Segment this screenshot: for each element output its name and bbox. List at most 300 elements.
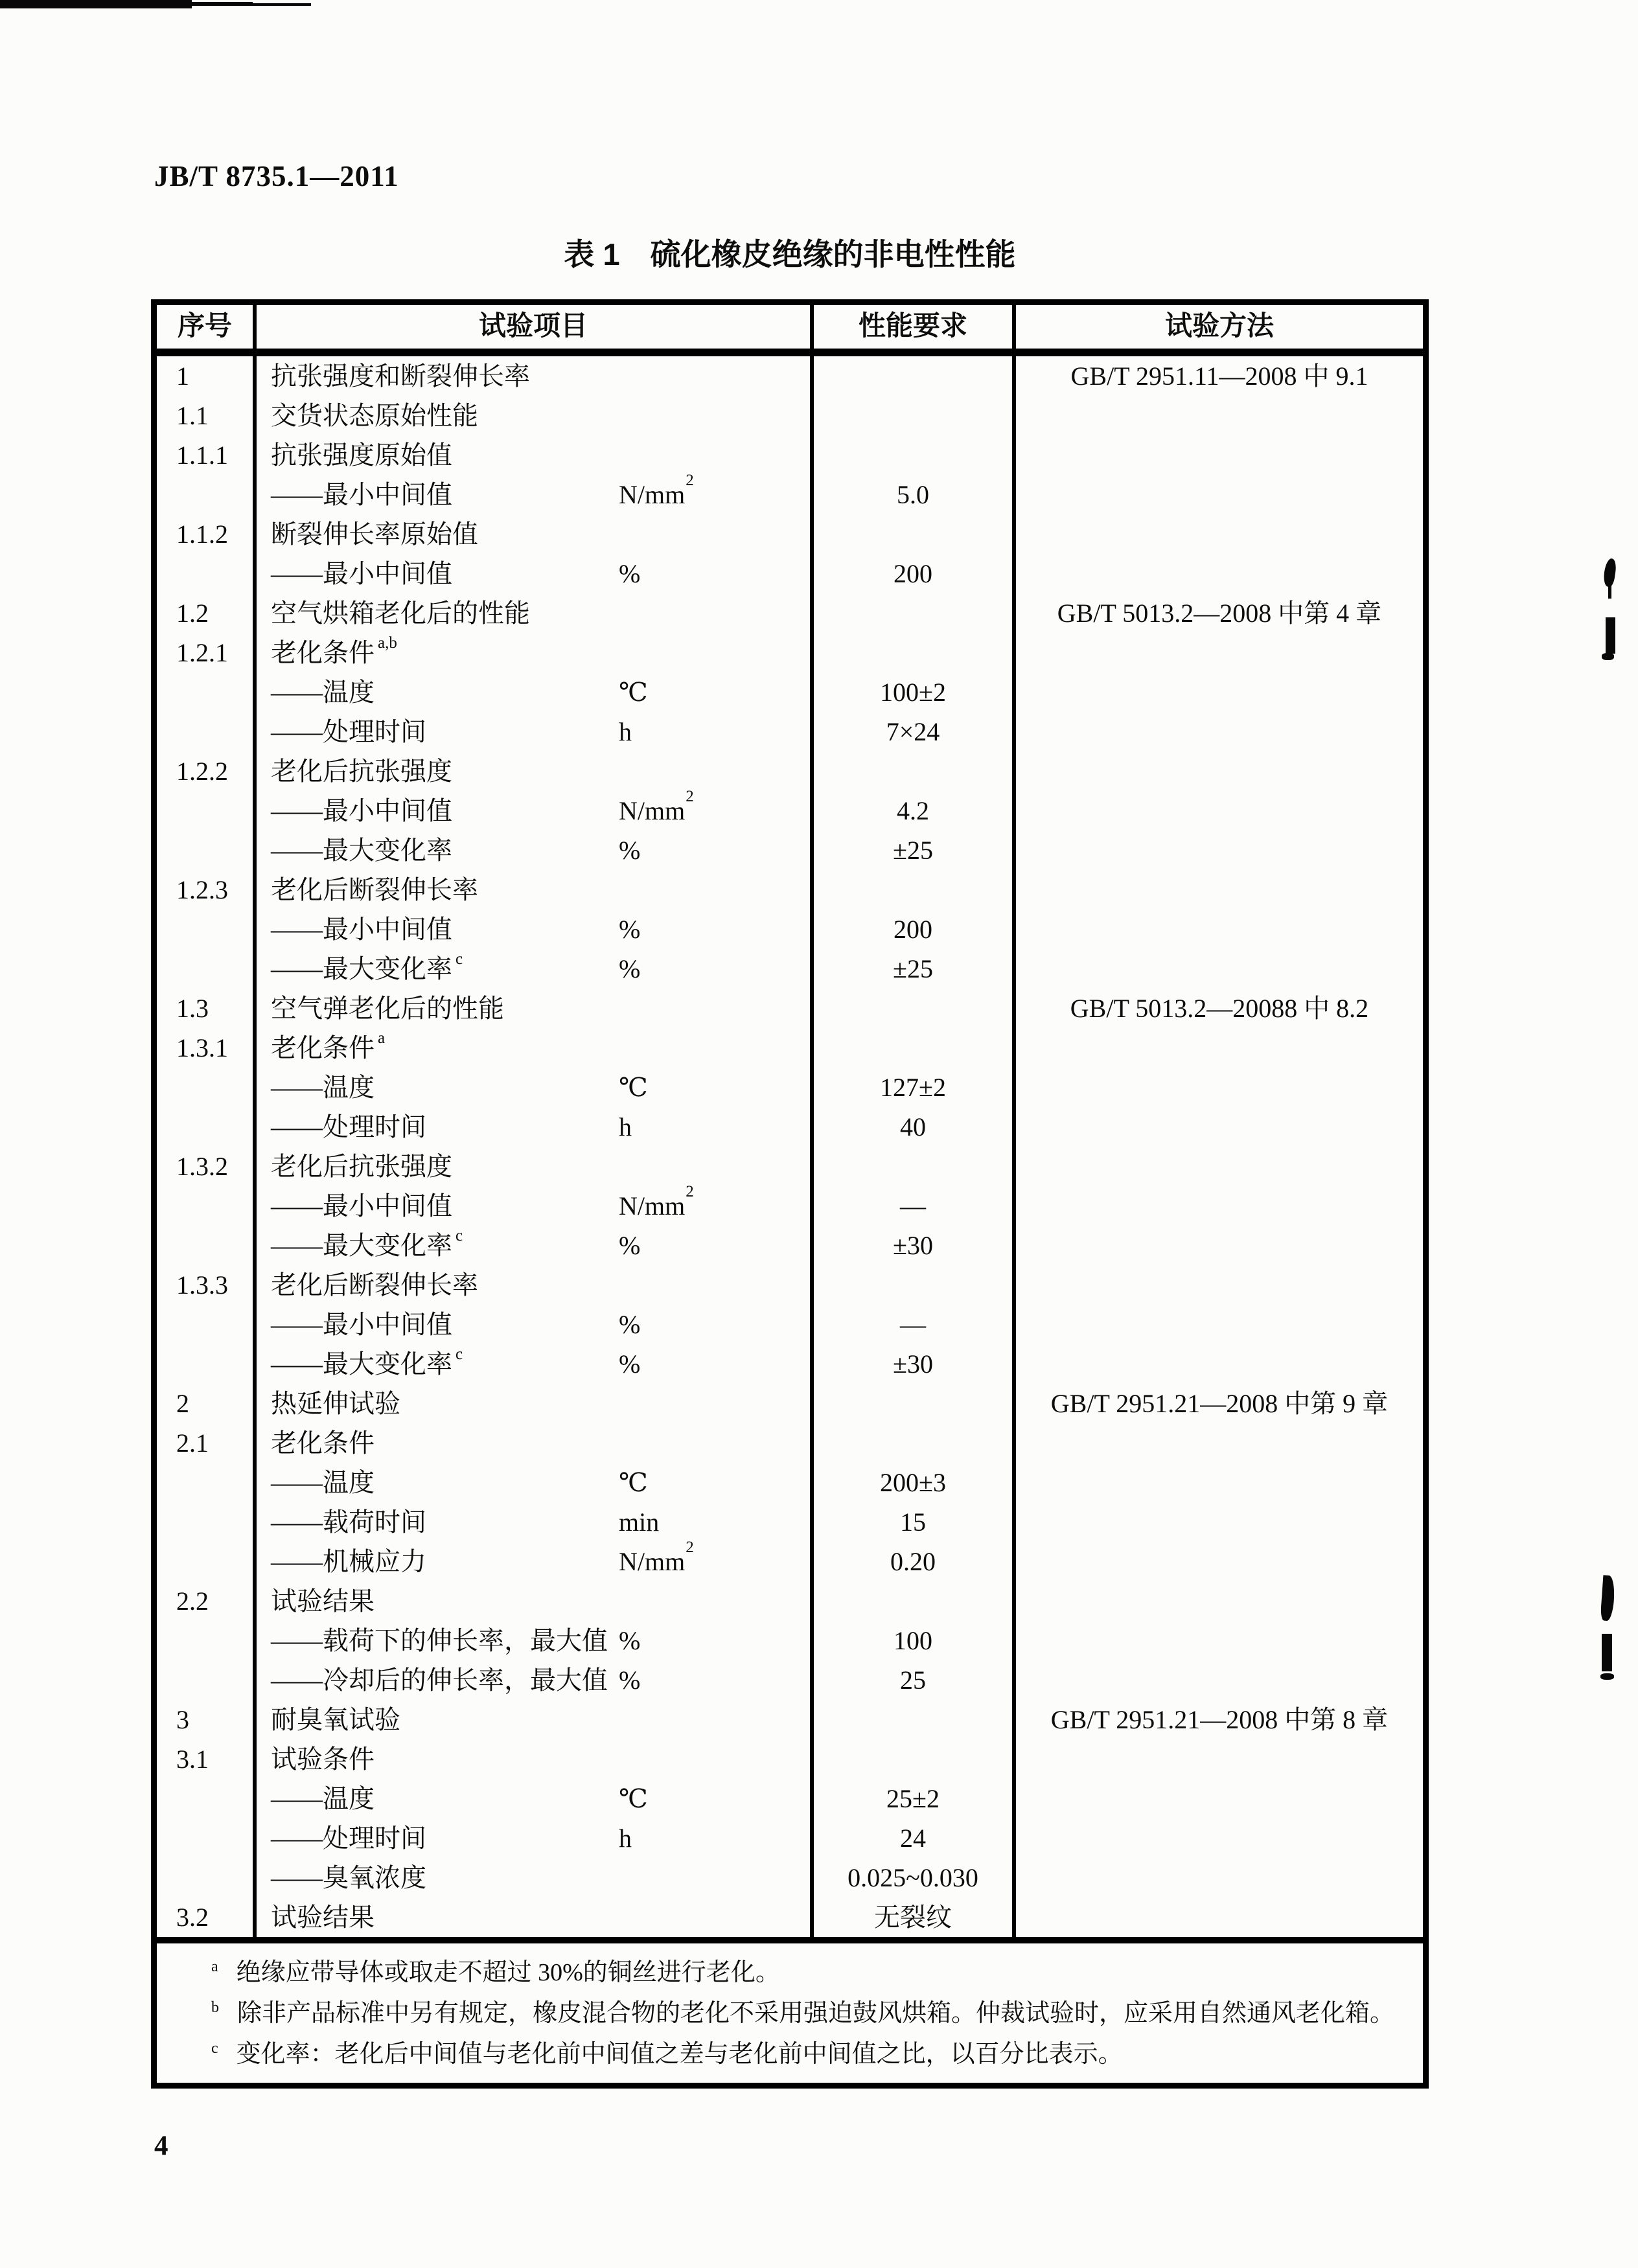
table-row [157,830,1423,870]
test-item-label: ——机械应力 [271,1546,426,1576]
unit-label [619,1785,648,1813]
test-item-cell [257,633,814,672]
method-cell [1016,396,1423,435]
requirement-cell: 0.20 [814,1542,1016,1581]
test-item-label: ——最小中间值 [271,914,452,944]
table-row [157,712,1423,751]
table-row [157,870,1423,910]
row-number-cell [157,1818,257,1858]
row-number-cell: 1.3.2 [157,1147,257,1186]
test-item-cell [257,396,814,435]
row-number-cell [157,791,257,830]
method-cell [1016,1305,1423,1344]
test-item-label: ——载荷时间 [271,1507,426,1537]
unit-text: N/mm [619,479,686,509]
requirement-cell: 无裂纹 [814,1897,1016,1937]
requirement-cell: — [814,1186,1016,1226]
method-cell [1016,1858,1423,1897]
method-cell [1016,554,1423,593]
test-item-cell [257,1897,814,1937]
table-row [157,1621,1423,1660]
requirement-cell: 200 [814,910,1016,949]
requirement-cell: 100 [814,1621,1016,1660]
row-number-cell [157,910,257,949]
footnote-row [211,1995,1403,2035]
unit-label [619,718,632,746]
table-row [157,1538,1423,1581]
requirement-cell: 15 [814,1502,1016,1542]
test-item-cell [257,830,814,870]
row-number-cell: 3.1 [157,1739,257,1779]
superscript-note: a,b [378,634,397,652]
test-item-cell [257,514,814,554]
row-number-cell [157,1068,257,1107]
table-row [157,1502,1423,1542]
test-item-label: ——最小中间值 [271,479,452,509]
footnote-row [211,1954,1403,1995]
test-item-cell [257,1305,814,1344]
method-cell [1016,751,1423,791]
test-item-cell [257,471,814,514]
requirement-cell: 25 [814,1660,1016,1700]
requirement-cell: 25±2 [814,1779,1016,1818]
requirement-cell [814,751,1016,791]
table-row [157,1028,1423,1068]
unit-label [619,1232,640,1259]
table-row [157,787,1423,830]
test-item-cell [257,1739,814,1779]
test-item-cell [257,712,814,751]
test-item-label: 试验结果 [271,1902,375,1932]
standard-code: JB/T 8735.1—2011 [154,160,399,192]
requirement-cell: 100±2 [814,672,1016,712]
unit-text: h [619,716,632,746]
test-item-cell [257,1423,814,1463]
test-item-cell [257,1581,814,1621]
footnote-text: 除非产品标准中另有规定，橡皮混合物的老化不采用强迫鼓风烘箱。仲裁试验时，应采用自然通风老化箱。 [237,2000,1395,2027]
row-number-cell [157,1621,257,1660]
table-row [157,1068,1423,1107]
method-cell [1016,712,1423,751]
test-item-label: ——处理时间 [271,1823,426,1853]
row-number-cell [157,1779,257,1818]
test-item-cell [257,787,814,830]
test-item-cell [257,1344,814,1384]
unit-label [619,916,640,943]
test-item-cell [257,1779,814,1818]
test-item-label: ——臭氧浓度 [271,1862,426,1892]
test-item-label: ——处理时间 [271,1112,426,1141]
table-row [157,989,1423,1028]
unit-label [619,1825,632,1852]
test-item-label: ——最大变化率 [271,1349,452,1379]
test-item-cell [257,1068,814,1107]
properties-table [151,299,1429,2089]
table-row [157,1818,1423,1858]
unit-text: h [619,1112,632,1141]
test-item-cell [257,672,814,712]
row-number-cell: 1.3 [157,989,257,1028]
row-number-cell: 3.2 [157,1897,257,1937]
page-number: 4 [154,2131,168,2161]
method-cell [1016,633,1423,672]
row-number-cell: 1.2.3 [157,870,257,910]
method-cell: GB/T 5013.2—2008 中第 4 章 [1057,598,1382,628]
requirement-cell: 4.2 [814,791,1016,830]
method-cell [1016,1226,1423,1265]
table-row [157,1660,1423,1700]
unit-text: % [619,1309,641,1339]
test-item-label: 试验结果 [271,1586,375,1616]
method-cell: GB/T 2951.21—2008 中第 9 章 [1050,1388,1389,1418]
unit-label [619,1074,648,1101]
unit-label [619,1627,640,1655]
table-row [157,1463,1423,1502]
unit-text: % [619,1230,641,1260]
scan-artifact-ink-mark [1602,558,1617,588]
test-item-label: ——最大变化率 [271,1230,452,1260]
test-item-cell [257,1028,814,1068]
table-row [157,633,1423,672]
test-item-cell [257,1700,814,1739]
scan-artifact-top-bar [0,0,192,8]
footnote-text: 绝缘应带导体或取走不超过 30%的铜丝进行老化。 [236,1959,780,1986]
row-number-cell [157,712,257,751]
test-item-cell [257,1502,814,1542]
requirement-cell: 24 [814,1818,1016,1858]
table-row [157,1897,1423,1937]
table-row [157,1107,1423,1147]
test-item-cell [257,870,814,910]
test-item-cell [257,1818,814,1858]
unit-text: min [619,1507,660,1537]
scan-artifact-ink-mark [1602,653,1614,660]
unit-label [619,1182,694,1220]
test-item-cell [257,1384,814,1423]
superscript-note: c [456,1227,463,1245]
table-row [157,1182,1423,1226]
test-item-label: ——温度 [271,1467,375,1497]
row-number-cell [157,554,257,593]
unit-label [619,1469,648,1496]
test-item-label: 老化后抗张强度 [271,1151,452,1181]
scan-artifact-ink-mark [1602,1634,1612,1671]
footnote-mark: a [211,1958,218,1975]
footnote-row [211,2035,1403,2076]
method-cell [1016,1186,1423,1226]
requirement-cell: 200 [814,554,1016,593]
scan-artifact-ink-mark [1600,1673,1614,1680]
column-header: 试验方法 [1164,312,1274,342]
superscript-note: 2 [686,787,694,805]
unit-text: h [619,1823,632,1853]
table-title: 表 1 硫化橡皮绝缘的非电性性能 [564,237,1016,271]
method-cell [1016,1542,1423,1581]
column-header: 序号 [157,305,257,349]
unit-label [619,956,640,983]
method-cell [1016,672,1423,712]
row-number-cell [157,1502,257,1542]
column-header: 性能要求 [814,305,1016,349]
row-number-cell: 2 [157,1384,257,1423]
table-row [157,1226,1423,1265]
unit-text: % [619,914,641,944]
table-footnotes [157,1937,1423,2083]
test-item-label: ——最大变化率 [271,835,452,865]
requirement-cell: — [814,1305,1016,1344]
method-cell [1016,830,1423,870]
row-number-cell [157,475,257,514]
requirement-cell: 127±2 [814,1068,1016,1107]
table-row [157,1581,1423,1621]
method-cell [1016,1581,1423,1621]
requirement-cell: 7×24 [814,712,1016,751]
unit-text: % [619,954,641,983]
method-cell [1016,514,1423,554]
row-number-cell: 1.2.1 [157,633,257,672]
method-cell [1016,435,1423,475]
method-cell [1016,475,1423,514]
row-number-cell: 1.1.2 [157,514,257,554]
test-item-label: 老化条件 [271,637,375,667]
footnote-mark: c [211,2040,218,2057]
requirement-cell [814,514,1016,554]
requirement-cell [814,1581,1016,1621]
requirement-cell: 200±3 [814,1463,1016,1502]
superscript-note: a [378,1029,386,1048]
requirement-cell [814,435,1016,475]
table-row [157,435,1423,475]
table-row [157,554,1423,593]
table-row [157,1147,1423,1186]
table-row [157,1265,1423,1305]
row-number-cell [157,672,257,712]
unit-label [619,679,648,706]
table-header-row [157,305,1423,356]
test-item-cell [257,1621,814,1660]
scan-artifact-ink-mark [1600,1575,1616,1621]
row-number-cell: 1.3.3 [157,1265,257,1305]
method-cell: GB/T 5013.2—20088 中 8.2 [1070,993,1369,1023]
test-item-label: 热延伸试验 [271,1388,400,1418]
unit-label [619,1114,632,1141]
test-item-cell [257,1463,814,1502]
unit-text: % [619,1665,641,1695]
test-item-cell [257,1182,814,1226]
row-number-cell [157,1226,257,1265]
requirement-cell: 5.0 [814,475,1016,514]
method-cell [1016,1897,1423,1937]
table-row [157,1384,1423,1423]
row-number-cell: 1.1 [157,396,257,435]
scan-artifact-top-line [190,2,253,6]
footnote-text: 变化率：老化后中间值与老化前中间值之差与老化前中间值之比，以百分比表示。 [236,2041,1123,2068]
table-row [157,910,1423,949]
unit-text: N/mm [619,1546,686,1576]
test-item-label: 抗张强度和断裂伸长率 [271,361,530,391]
row-number-cell [157,1107,257,1147]
row-number-cell [157,1344,257,1384]
requirement-cell [814,1739,1016,1779]
superscript-note: 2 [686,1182,694,1200]
requirement-cell: ±30 [814,1344,1016,1384]
unit-label [619,837,640,864]
table-row [157,1423,1423,1463]
row-number-cell [157,1463,257,1502]
requirement-cell [814,593,1016,633]
row-number-cell [157,1186,257,1226]
test-item-label: 老化后断裂伸长率 [271,1270,478,1300]
superscript-note: 2 [686,1538,694,1556]
table-row [157,1344,1423,1384]
test-item-label: ——冷却后的伸长率，最大值 [271,1665,608,1695]
unit-label [619,471,694,509]
test-item-label: 交货状态原始性能 [271,400,478,430]
table-row [157,396,1423,435]
test-item-cell [257,910,814,949]
row-number-cell: 1.3.1 [157,1028,257,1068]
requirement-cell: ±30 [814,1226,1016,1265]
test-item-label: ——温度 [271,1783,375,1813]
unit-label [619,560,640,588]
table-row [157,471,1423,514]
requirement-cell [814,870,1016,910]
test-item-cell [257,1147,814,1186]
superscript-note: c [456,950,463,968]
requirement-cell [814,1147,1016,1186]
unit-text: % [619,1349,641,1379]
table-row [157,1305,1423,1344]
unit-text: ℃ [619,677,648,707]
test-item-label: ——最小中间值 [271,1309,452,1339]
test-item-label: ——最大变化率 [271,954,452,983]
requirement-cell: 0.025~0.030 [814,1858,1016,1897]
method-cell: GB/T 2951.21—2008 中第 8 章 [1050,1704,1389,1734]
test-item-cell [257,751,814,791]
requirement-cell [814,989,1016,1028]
column-header: 试验项目 [257,305,814,349]
requirement-cell [814,1423,1016,1463]
unit-text: ℃ [619,1072,648,1102]
requirement-cell [814,1384,1016,1423]
row-number-cell: 1.1.1 [157,435,257,475]
test-item-label: ——载荷下的伸长率，最大值 [271,1625,608,1655]
test-item-cell [257,949,814,989]
requirement-cell [814,1265,1016,1305]
unit-text: N/mm [619,796,686,825]
row-number-cell [157,949,257,989]
method-cell [1016,1344,1423,1384]
test-item-label: ——最小中间值 [271,796,452,825]
unit-label [619,1538,694,1576]
scan-artifact-ink-mark [1606,617,1615,654]
test-item-cell [257,1107,814,1147]
row-number-cell [157,1305,257,1344]
unit-label [619,1351,640,1378]
unit-label [619,1311,640,1338]
method-cell [1016,1463,1423,1502]
test-item-label: ——温度 [271,1072,375,1102]
unit-text: % [619,835,641,865]
test-item-cell [257,554,814,593]
method-cell [1016,1107,1423,1147]
test-item-label: ——处理时间 [271,716,426,746]
row-number-cell [157,830,257,870]
test-item-cell [257,1538,814,1581]
row-number-cell: 1.2.2 [157,751,257,791]
test-item-cell [257,989,814,1028]
requirement-cell: ±25 [814,830,1016,870]
row-number-cell: 3 [157,1700,257,1739]
test-item-cell [257,356,814,396]
table-row [157,1739,1423,1779]
table-row [157,514,1423,554]
method-cell [1016,870,1423,910]
row-number-cell [157,1660,257,1700]
row-number-cell [157,1858,257,1897]
test-item-cell [257,1858,814,1897]
method-cell [1016,1147,1423,1186]
test-item-cell [257,1226,814,1265]
row-number-cell: 2.2 [157,1581,257,1621]
table-row [157,593,1423,633]
requirement-cell: 40 [814,1107,1016,1147]
test-item-label: 老化条件 [271,1428,375,1458]
test-item-label: ——最小中间值 [271,1191,452,1220]
method-cell [1016,791,1423,830]
test-item-cell [257,1660,814,1700]
requirement-cell [814,633,1016,672]
test-item-label: 老化条件 [271,1033,375,1062]
unit-label [619,1667,640,1694]
table-row [157,1779,1423,1818]
test-item-label: 抗张强度原始值 [271,440,452,470]
test-item-cell [257,593,814,633]
scan-artifact-top-line-2 [251,3,311,6]
method-cell [1016,1068,1423,1107]
method-cell [1016,1818,1423,1858]
requirement-cell [814,396,1016,435]
requirement-cell [814,356,1016,396]
test-item-label: 老化后抗张强度 [271,756,452,786]
method-cell [1016,910,1423,949]
method-cell [1016,1739,1423,1779]
table-row [157,1858,1423,1897]
test-item-label: ——最小中间值 [271,558,452,588]
table-row [157,949,1423,989]
unit-text: N/mm [619,1191,686,1220]
table-row [157,1700,1423,1739]
test-item-label: 老化后断裂伸长率 [271,875,478,904]
row-number-cell: 2.1 [157,1423,257,1463]
test-item-label: 空气弹老化后的性能 [271,993,504,1023]
table-row [157,356,1423,396]
method-cell [1016,1423,1423,1463]
requirement-cell: ±25 [814,949,1016,989]
test-item-label: ——温度 [271,677,375,707]
requirement-cell [814,1028,1016,1068]
unit-text: % [619,558,641,588]
test-item-label: 断裂伸长率原始值 [271,519,478,549]
method-cell [1016,1265,1423,1305]
test-item-cell [257,435,814,475]
method-cell [1016,949,1423,989]
scan-artifact-ink-mark [1608,586,1611,599]
unit-text: ℃ [619,1783,648,1813]
unit-text: ℃ [619,1467,648,1497]
method-cell [1016,1660,1423,1700]
test-item-label: 试验条件 [271,1744,375,1774]
